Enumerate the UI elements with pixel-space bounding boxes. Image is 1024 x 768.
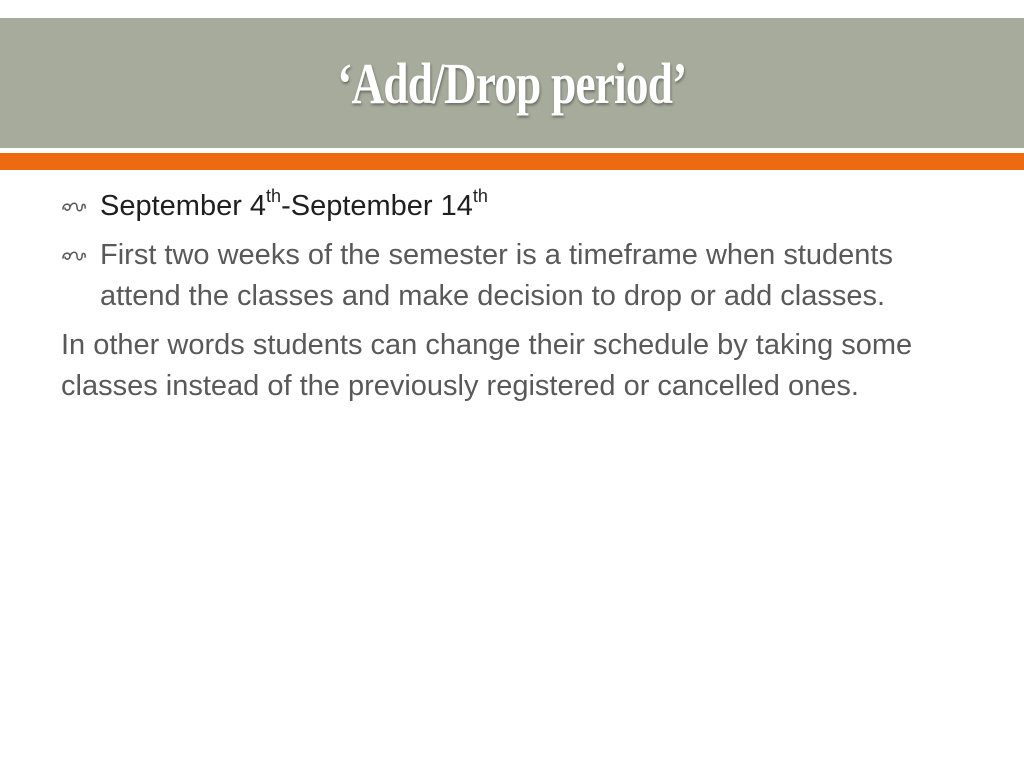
slide-body <box>61 186 971 407</box>
swirl-bullet-icon <box>61 186 89 227</box>
title-bar <box>0 18 1024 148</box>
bullet-item-description <box>61 235 971 317</box>
bullet-dates-text <box>100 186 488 222</box>
explanation-paragraph: In other words students can change their schedule by taking some classes instead of the previously registered or cancelled ones. <box>61 329 913 402</box>
date-start: September 4 <box>100 190 267 222</box>
divider-line <box>0 148 1024 152</box>
date-start-suffix: th <box>266 186 282 207</box>
bullet-item-dates <box>61 186 971 227</box>
bullet-description-text: First two weeks of the semester is a timeframe when students attend the classes and make decision to drop or add classes. <box>100 239 893 312</box>
date-end-suffix: th <box>472 186 488 207</box>
date-end: -September 14 <box>281 190 473 222</box>
accent-bar <box>0 153 1024 170</box>
swirl-bullet-icon <box>61 235 89 276</box>
slide-title: ‘Add/Drop period’ <box>337 50 687 116</box>
